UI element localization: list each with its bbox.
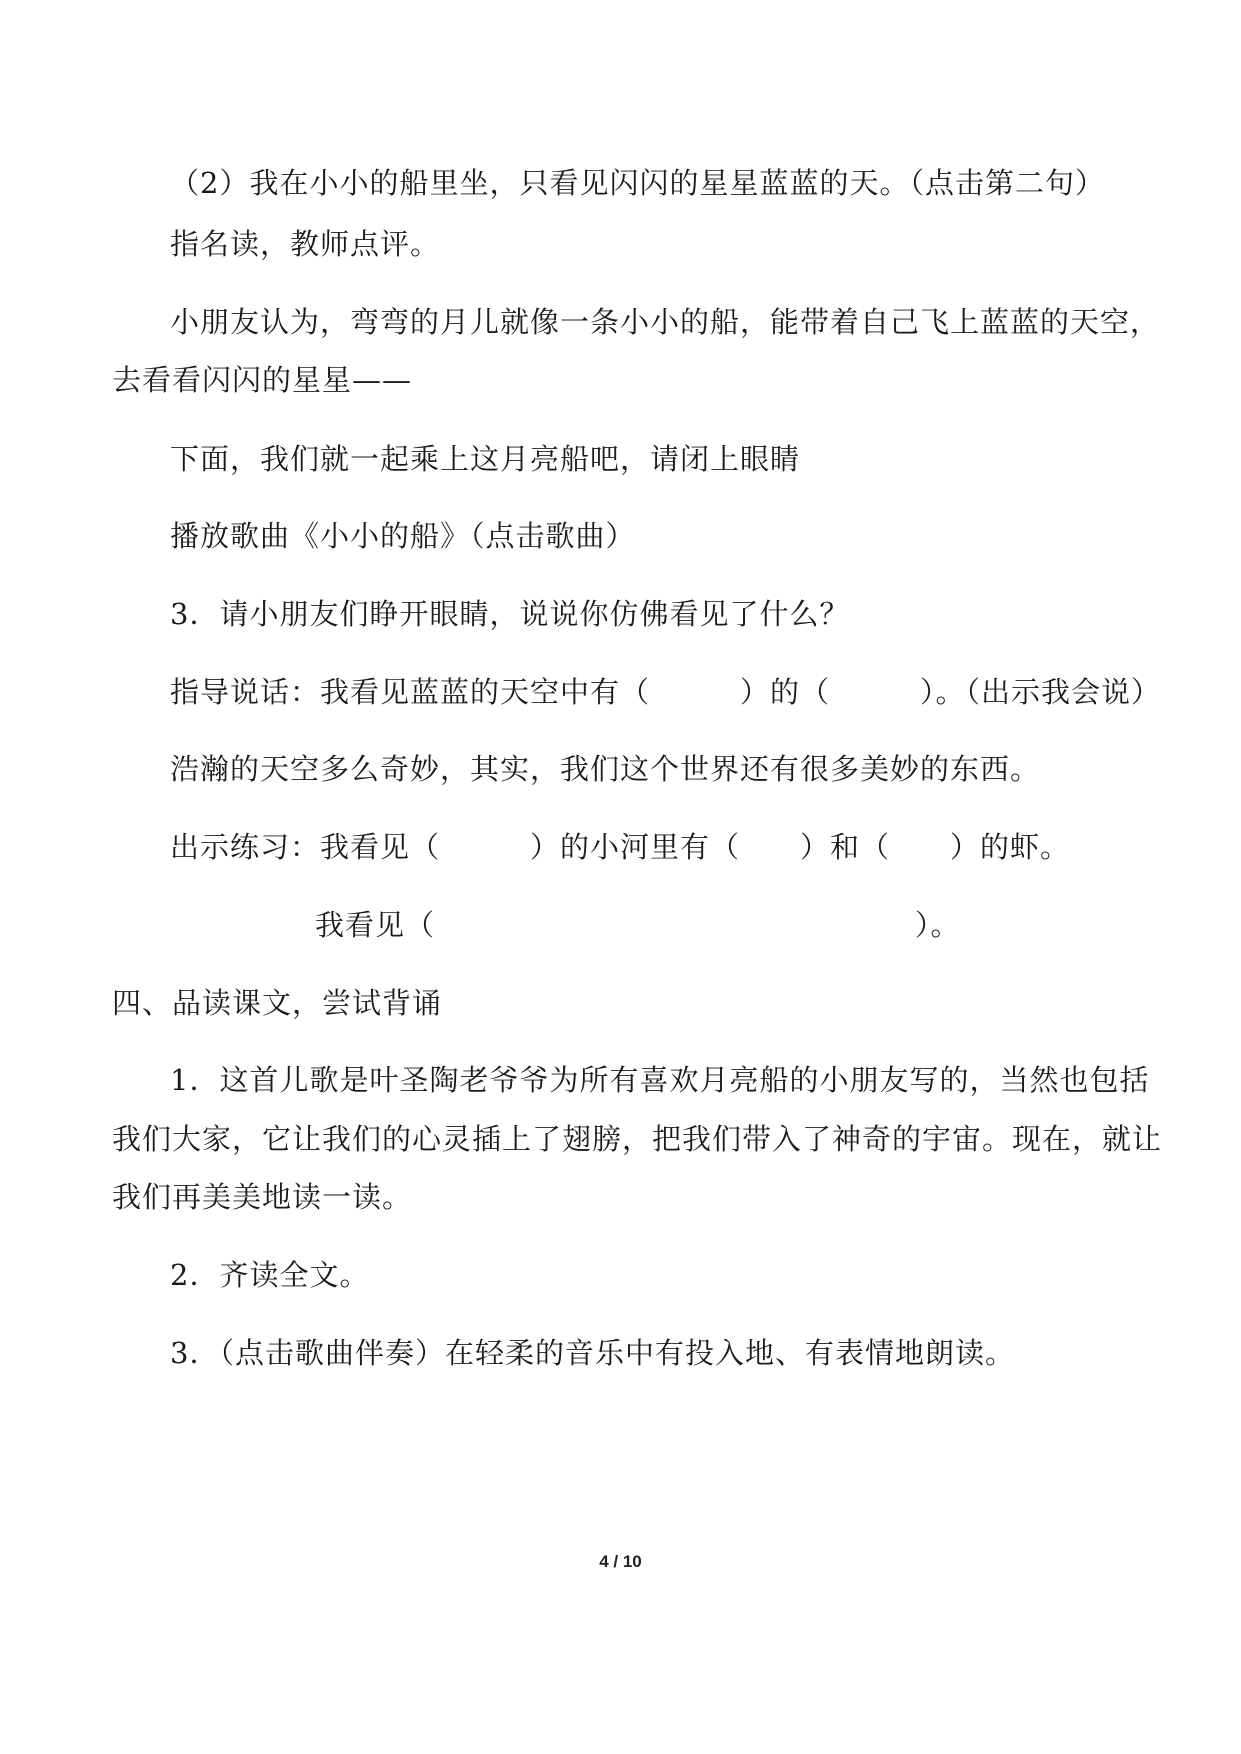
- paragraph-line: 我们再美美地读一读。: [112, 1180, 413, 1214]
- paragraph-line: 我们大家，它让我们的心灵插上了翅膀，把我们带入了神奇的宇宙。现在，就让: [112, 1122, 1163, 1156]
- paragraph-line: 小朋友认为，弯弯的月儿就像一条小小的船，能带着自己飞上蓝蓝的天空，: [170, 305, 1161, 339]
- paragraph-line: 指导说话：我看见蓝蓝的天空中有（ ）的（ ）。（出示我会说）: [170, 675, 1162, 709]
- paragraph-line: 播放歌曲《小小的船》（点击歌曲）: [170, 519, 636, 553]
- paragraph-line: 出示练习：我看见（ ）的小河里有（ ）和（ ）的虾。: [170, 830, 1071, 864]
- paragraph-line: 下面，我们就一起乘上这月亮船吧，请闭上眼睛: [170, 442, 801, 476]
- section-heading: 四、品读课文，尝试背诵: [112, 986, 443, 1020]
- page-number: 4 / 10: [599, 1552, 642, 1571]
- paragraph-line: 3．（点击歌曲伴奏）在轻柔的音乐中有投入地、有表情地朗读。: [170, 1336, 1015, 1370]
- paragraph-line: 3．请小朋友们睁开眼睛，说说你仿佛看见了什么？: [170, 597, 850, 631]
- paragraph-line: 我看见（ ）。: [315, 908, 961, 942]
- paragraph-line: 浩瀚的天空多么奇妙，其实，我们这个世界还有很多美妙的东西。: [170, 752, 1041, 786]
- paragraph-line: 1．这首儿歌是叶圣陶老爷爷为所有喜欢月亮船的小朋友写的，当然也包括: [170, 1063, 1150, 1097]
- paragraph-line: （2）我在小小的船里坐，只看见闪闪的星星蓝蓝的天。（点击第二句）: [170, 166, 1105, 200]
- paragraph-line: 指名读，教师点评。: [170, 227, 441, 261]
- paragraph-line: 去看看闪闪的星星——: [112, 363, 413, 397]
- paragraph-line: 2．齐读全文。: [170, 1258, 370, 1292]
